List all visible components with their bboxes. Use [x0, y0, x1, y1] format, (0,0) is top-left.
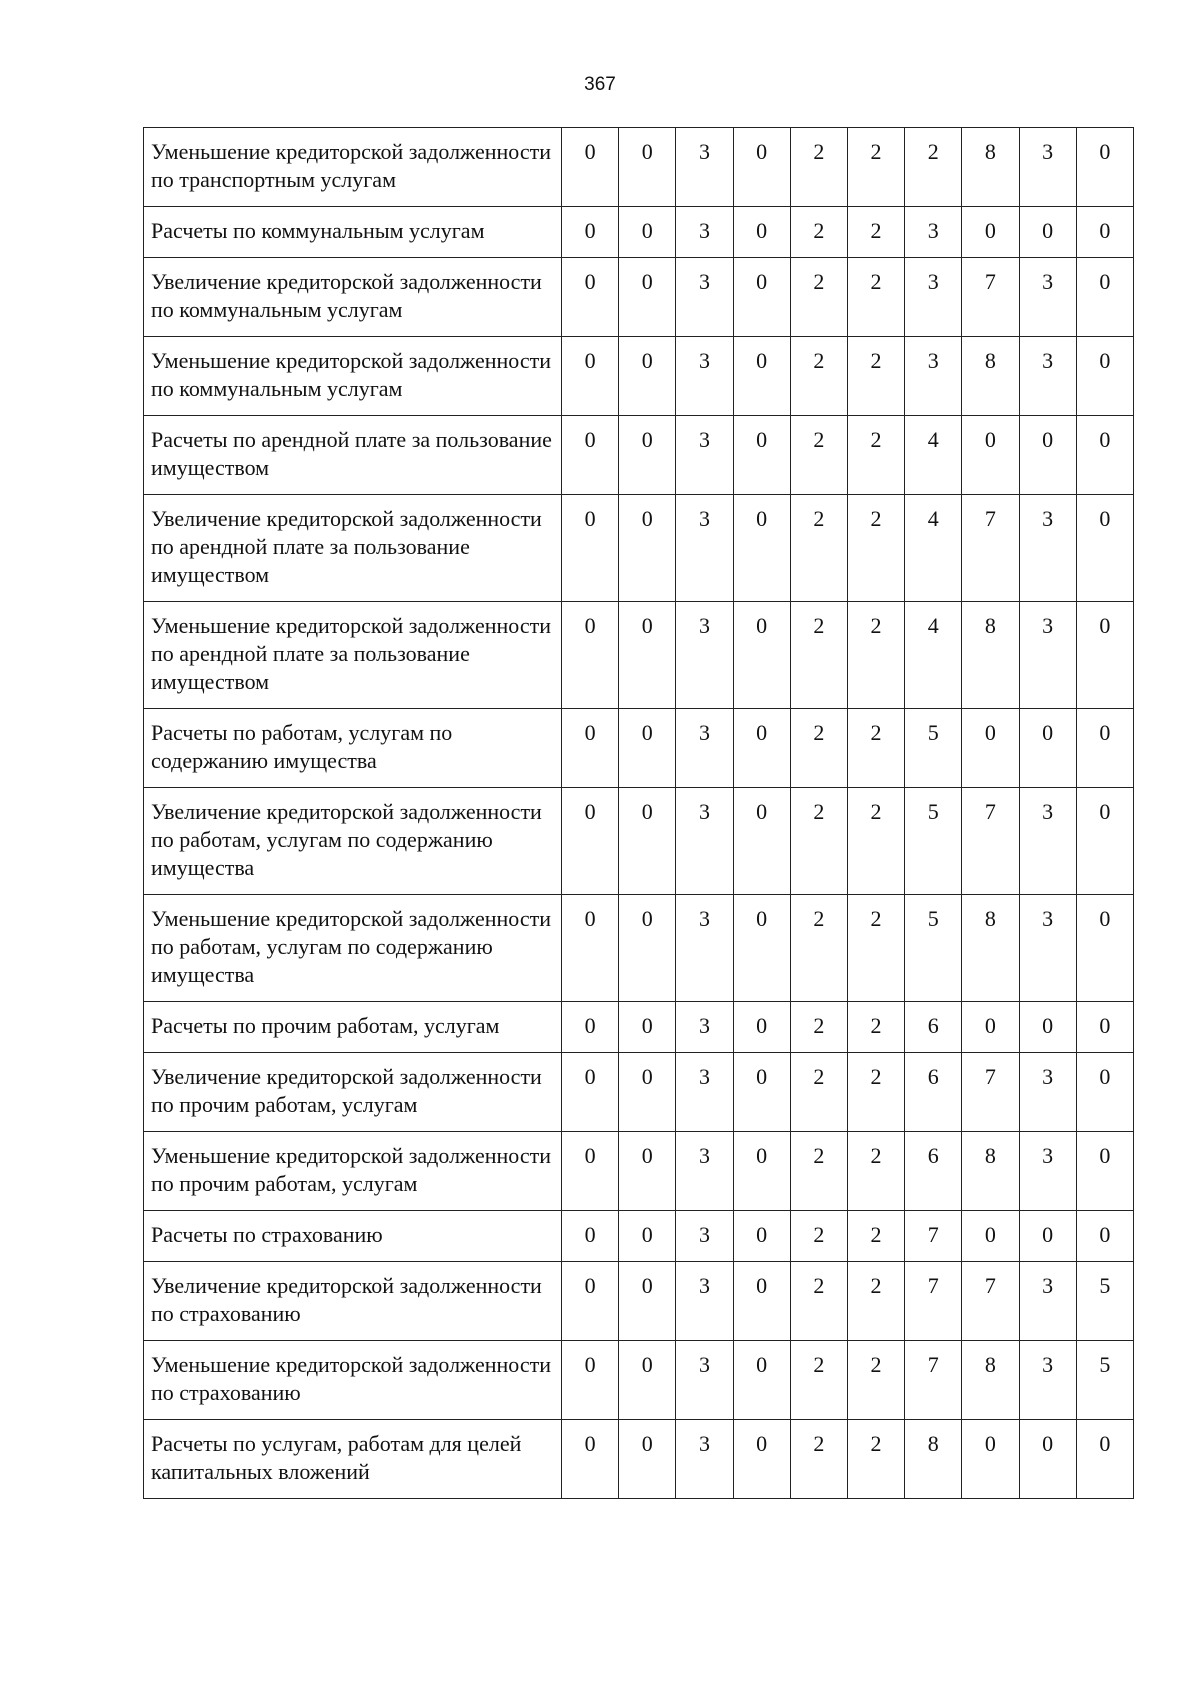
- table-row: [144, 1002, 1134, 1053]
- code-digit-cell: 5: [1076, 1262, 1133, 1341]
- code-digit-cell: 2: [790, 709, 847, 788]
- code-digit-cell: 0: [562, 1262, 619, 1341]
- code-digit-cell: 2: [790, 337, 847, 416]
- code-digit-cell: 8: [905, 1420, 962, 1499]
- table-row: [144, 1420, 1134, 1499]
- code-digit-cell: 2: [790, 258, 847, 337]
- code-digit-cell: 7: [962, 788, 1019, 895]
- code-digit-cell: 3: [676, 1341, 733, 1420]
- code-digit-cell: 0: [562, 788, 619, 895]
- code-digit-cell: 2: [847, 1211, 904, 1262]
- code-digit-cell: 0: [562, 602, 619, 709]
- code-digit-cell: 0: [562, 1002, 619, 1053]
- code-digit-cell: 0: [1019, 709, 1076, 788]
- code-digit-cell: 3: [676, 416, 733, 495]
- code-digit-cell: 3: [905, 207, 962, 258]
- code-digit-cell: 0: [619, 709, 676, 788]
- code-digit-cell: 0: [619, 1341, 676, 1420]
- code-digit-cell: 0: [619, 602, 676, 709]
- code-digit-cell: 0: [962, 709, 1019, 788]
- code-digit-cell: 0: [619, 1132, 676, 1211]
- code-digit-cell: 3: [676, 1262, 733, 1341]
- code-digit-cell: 2: [847, 1132, 904, 1211]
- table-row: [144, 128, 1134, 207]
- code-digit-cell: 0: [733, 495, 790, 602]
- table-row: [144, 602, 1134, 709]
- code-digit-cell: 3: [676, 895, 733, 1002]
- code-digit-cell: 0: [562, 895, 619, 1002]
- code-digit-cell: 0: [619, 1262, 676, 1341]
- code-digit-cell: 2: [790, 1132, 847, 1211]
- code-digit-cell: 3: [1019, 495, 1076, 602]
- code-digit-cell: 0: [1019, 1420, 1076, 1499]
- code-digit-cell: 0: [1019, 207, 1076, 258]
- row-label: Расчеты по арендной плате за пользование имуществом: [144, 416, 562, 495]
- code-digit-cell: 2: [790, 1053, 847, 1132]
- code-digit-cell: 2: [790, 1420, 847, 1499]
- code-digit-cell: 3: [1019, 1053, 1076, 1132]
- code-digit-cell: 0: [619, 258, 676, 337]
- account-code-table: [143, 127, 1134, 1499]
- code-digit-cell: 3: [676, 1420, 733, 1499]
- code-digit-cell: 0: [562, 416, 619, 495]
- code-digit-cell: 3: [676, 258, 733, 337]
- code-digit-cell: 0: [733, 602, 790, 709]
- code-digit-cell: 0: [1076, 602, 1133, 709]
- code-digit-cell: 7: [905, 1341, 962, 1420]
- code-digit-cell: 0: [962, 416, 1019, 495]
- code-digit-cell: 7: [962, 495, 1019, 602]
- code-digit-cell: 0: [962, 1002, 1019, 1053]
- code-digit-cell: 2: [790, 128, 847, 207]
- code-digit-cell: 3: [676, 709, 733, 788]
- table-body: [144, 128, 1134, 1499]
- code-digit-cell: 0: [562, 1420, 619, 1499]
- code-digit-cell: 0: [733, 207, 790, 258]
- code-digit-cell: 7: [905, 1262, 962, 1341]
- code-digit-cell: 0: [562, 207, 619, 258]
- code-digit-cell: 0: [1076, 709, 1133, 788]
- code-digit-cell: 0: [619, 1420, 676, 1499]
- code-digit-cell: 2: [847, 788, 904, 895]
- code-digit-cell: 4: [905, 495, 962, 602]
- code-digit-cell: 0: [562, 258, 619, 337]
- code-digit-cell: 0: [1076, 1132, 1133, 1211]
- code-digit-cell: 0: [619, 416, 676, 495]
- code-digit-cell: 5: [1076, 1341, 1133, 1420]
- code-digit-cell: 3: [676, 337, 733, 416]
- code-digit-cell: 0: [962, 1420, 1019, 1499]
- table-row: [144, 1262, 1134, 1341]
- table-row: [144, 895, 1134, 1002]
- code-digit-cell: 0: [733, 895, 790, 1002]
- code-digit-cell: 0: [733, 128, 790, 207]
- code-digit-cell: 0: [733, 258, 790, 337]
- row-label: Уменьшение кредиторской задолженности по транспортным услугам: [144, 128, 562, 207]
- code-digit-cell: 3: [1019, 337, 1076, 416]
- code-digit-cell: 0: [562, 495, 619, 602]
- code-digit-cell: 0: [1019, 1002, 1076, 1053]
- code-digit-cell: 2: [847, 895, 904, 1002]
- code-digit-cell: 3: [676, 1211, 733, 1262]
- code-digit-cell: 3: [1019, 128, 1076, 207]
- code-digit-cell: 7: [962, 258, 1019, 337]
- code-digit-cell: 3: [905, 258, 962, 337]
- code-digit-cell: 4: [905, 602, 962, 709]
- code-digit-cell: 2: [790, 207, 847, 258]
- row-label: Уменьшение кредиторской задолженности по прочим работам, услугам: [144, 1132, 562, 1211]
- table-row: [144, 1211, 1134, 1262]
- code-digit-cell: 2: [847, 1002, 904, 1053]
- table-row: [144, 788, 1134, 895]
- row-label: Расчеты по прочим работам, услугам: [144, 1002, 562, 1053]
- code-digit-cell: 5: [905, 788, 962, 895]
- code-digit-cell: 2: [847, 337, 904, 416]
- code-digit-cell: 0: [1076, 337, 1133, 416]
- code-digit-cell: 2: [847, 495, 904, 602]
- row-label: Расчеты по услугам, работам для целей капитальных вложений: [144, 1420, 562, 1499]
- code-digit-cell: 0: [733, 1132, 790, 1211]
- row-label: Уменьшение кредиторской задолженности по страхованию: [144, 1341, 562, 1420]
- code-digit-cell: 2: [847, 1053, 904, 1132]
- code-digit-cell: 0: [733, 1341, 790, 1420]
- row-label: Уменьшение кредиторской задолженности по арендной плате за пользование имуществом: [144, 602, 562, 709]
- code-digit-cell: 3: [676, 495, 733, 602]
- table-row: [144, 1053, 1134, 1132]
- code-digit-cell: 2: [790, 1211, 847, 1262]
- code-digit-cell: 3: [676, 1132, 733, 1211]
- code-digit-cell: 3: [1019, 1341, 1076, 1420]
- code-digit-cell: 0: [733, 1211, 790, 1262]
- row-label: Увеличение кредиторской задолженности по арендной плате за пользование имуществом: [144, 495, 562, 602]
- code-digit-cell: 2: [790, 1002, 847, 1053]
- code-digit-cell: 0: [1076, 207, 1133, 258]
- code-digit-cell: 0: [562, 1132, 619, 1211]
- code-digit-cell: 0: [562, 1341, 619, 1420]
- code-digit-cell: 0: [733, 416, 790, 495]
- row-label: Уменьшение кредиторской задолженности по работам, услугам по содержанию имущества: [144, 895, 562, 1002]
- code-digit-cell: 0: [1076, 258, 1133, 337]
- code-digit-cell: 0: [1076, 1211, 1133, 1262]
- code-digit-cell: 2: [790, 602, 847, 709]
- row-label: Увеличение кредиторской задолженности по работам, услугам по содержанию имущества: [144, 788, 562, 895]
- code-digit-cell: 3: [1019, 602, 1076, 709]
- table-row: [144, 495, 1134, 602]
- table-row: [144, 337, 1134, 416]
- code-digit-cell: 0: [562, 1211, 619, 1262]
- code-digit-cell: 2: [847, 128, 904, 207]
- code-digit-cell: 2: [790, 495, 847, 602]
- code-digit-cell: 5: [905, 709, 962, 788]
- code-digit-cell: 2: [847, 207, 904, 258]
- code-digit-cell: 0: [1019, 416, 1076, 495]
- code-digit-cell: 0: [619, 895, 676, 1002]
- code-digit-cell: 0: [562, 128, 619, 207]
- code-digit-cell: 3: [1019, 258, 1076, 337]
- code-digit-cell: 0: [1076, 1002, 1133, 1053]
- code-digit-cell: 7: [962, 1053, 1019, 1132]
- code-digit-cell: 8: [962, 337, 1019, 416]
- code-digit-cell: 2: [790, 895, 847, 1002]
- row-label: Уменьшение кредиторской задолженности по коммунальным услугам: [144, 337, 562, 416]
- code-digit-cell: 0: [1076, 895, 1133, 1002]
- row-label: Увеличение кредиторской задолженности по коммунальным услугам: [144, 258, 562, 337]
- code-digit-cell: 0: [962, 207, 1019, 258]
- code-digit-cell: 2: [847, 1262, 904, 1341]
- code-digit-cell: 8: [962, 1341, 1019, 1420]
- code-digit-cell: 0: [1019, 1211, 1076, 1262]
- code-digit-cell: 5: [905, 895, 962, 1002]
- row-label: Расчеты по работам, услугам по содержанию имущества: [144, 709, 562, 788]
- code-digit-cell: 2: [847, 1420, 904, 1499]
- code-digit-cell: 3: [676, 1053, 733, 1132]
- code-digit-cell: 0: [619, 207, 676, 258]
- code-digit-cell: 2: [847, 1341, 904, 1420]
- code-digit-cell: 2: [790, 1341, 847, 1420]
- code-digit-cell: 3: [676, 788, 733, 895]
- code-digit-cell: 0: [733, 709, 790, 788]
- code-digit-cell: 6: [905, 1002, 962, 1053]
- code-digit-cell: 0: [733, 337, 790, 416]
- code-digit-cell: 6: [905, 1053, 962, 1132]
- code-digit-cell: 0: [619, 1211, 676, 1262]
- table-row: [144, 416, 1134, 495]
- code-digit-cell: 0: [733, 1262, 790, 1341]
- code-digit-cell: 7: [905, 1211, 962, 1262]
- code-digit-cell: 4: [905, 416, 962, 495]
- table-row: [144, 258, 1134, 337]
- code-digit-cell: 0: [619, 128, 676, 207]
- row-label: Расчеты по страхованию: [144, 1211, 562, 1262]
- code-digit-cell: 2: [847, 709, 904, 788]
- code-digit-cell: 7: [962, 1262, 1019, 1341]
- code-digit-cell: 0: [1076, 495, 1133, 602]
- code-digit-cell: 3: [1019, 895, 1076, 1002]
- code-digit-cell: 0: [1076, 128, 1133, 207]
- code-digit-cell: 0: [619, 495, 676, 602]
- table-row: [144, 709, 1134, 788]
- code-digit-cell: 2: [790, 788, 847, 895]
- code-digit-cell: 8: [962, 895, 1019, 1002]
- code-digit-cell: 3: [676, 602, 733, 709]
- code-digit-cell: 2: [790, 1262, 847, 1341]
- code-digit-cell: 8: [962, 602, 1019, 709]
- code-digit-cell: 0: [619, 1053, 676, 1132]
- code-digit-cell: 2: [847, 258, 904, 337]
- code-digit-cell: 0: [1076, 416, 1133, 495]
- code-digit-cell: 6: [905, 1132, 962, 1211]
- code-digit-cell: 3: [1019, 1262, 1076, 1341]
- code-digit-cell: 0: [562, 709, 619, 788]
- code-digit-cell: 0: [1076, 1053, 1133, 1132]
- code-digit-cell: 3: [676, 1002, 733, 1053]
- code-digit-cell: 0: [733, 788, 790, 895]
- code-digit-cell: 0: [619, 337, 676, 416]
- code-digit-cell: 0: [733, 1053, 790, 1132]
- code-digit-cell: 0: [619, 1002, 676, 1053]
- code-digit-cell: 0: [962, 1211, 1019, 1262]
- code-digit-cell: 2: [847, 602, 904, 709]
- code-digit-cell: 3: [1019, 1132, 1076, 1211]
- code-digit-cell: 0: [733, 1420, 790, 1499]
- code-digit-cell: 2: [905, 128, 962, 207]
- code-digit-cell: 3: [676, 128, 733, 207]
- table-row: [144, 1132, 1134, 1211]
- code-digit-cell: 0: [1076, 1420, 1133, 1499]
- code-digit-cell: 0: [733, 1002, 790, 1053]
- row-label: Расчеты по коммунальным услугам: [144, 207, 562, 258]
- code-digit-cell: 3: [676, 207, 733, 258]
- row-label: Увеличение кредиторской задолженности по страхованию: [144, 1262, 562, 1341]
- code-digit-cell: 3: [905, 337, 962, 416]
- code-digit-cell: 3: [1019, 788, 1076, 895]
- table-row: [144, 1341, 1134, 1420]
- code-digit-cell: 8: [962, 1132, 1019, 1211]
- code-digit-cell: 0: [562, 337, 619, 416]
- code-digit-cell: 0: [619, 788, 676, 895]
- page-number: 367: [584, 74, 616, 95]
- code-digit-cell: 2: [847, 416, 904, 495]
- row-label: Увеличение кредиторской задолженности по прочим работам, услугам: [144, 1053, 562, 1132]
- table-row: [144, 207, 1134, 258]
- code-digit-cell: 0: [1076, 788, 1133, 895]
- code-digit-cell: 2: [790, 416, 847, 495]
- code-digit-cell: 0: [562, 1053, 619, 1132]
- code-digit-cell: 8: [962, 128, 1019, 207]
